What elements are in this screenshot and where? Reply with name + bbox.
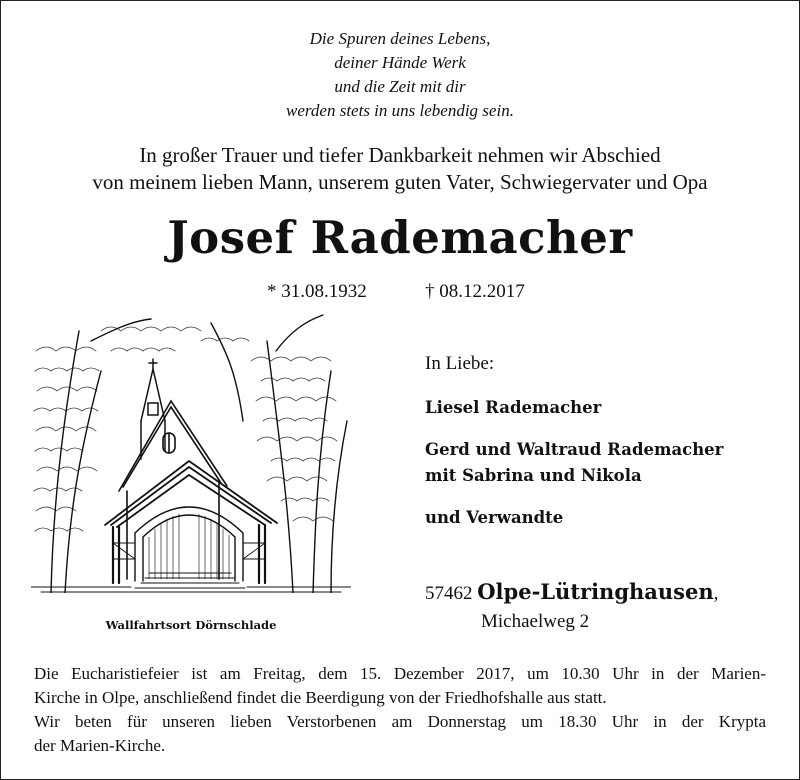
address-comma: ,	[713, 583, 719, 604]
poem-line: deiner Hände Werk	[334, 53, 466, 72]
mourner-name: mit Sabrina und Nikola	[425, 466, 642, 485]
info-line: Wir beten für unseren lieben Verstorbenen am Donnerstag um 18.30 Uhr in der Krypta	[34, 712, 766, 731]
info-line: Die Eucharistiefeier ist am Freitag, dem 15. Dezember 2017, um 10.30 Uhr in der Marien-	[34, 664, 766, 683]
poem-line: werden stets in uns lebendig sein.	[286, 101, 514, 120]
mourner-name: Liesel Rademacher	[425, 398, 602, 417]
info-line: der Marien-Kirche.	[34, 736, 166, 755]
chapel-drawing-icon	[31, 311, 351, 593]
info-line: Kirche in Olpe, anschließend findet die Beerdigung von der Friedhofshalle aus statt.	[34, 688, 607, 707]
service-info	[34, 662, 766, 758]
poem-line: Die Spuren deines Lebens,	[309, 29, 491, 48]
mourner-name: Gerd und Waltraud Rademacher	[425, 440, 724, 459]
image-caption: Wallfahrtsort Dörnschlade	[105, 618, 277, 632]
deceased-name: Josef Rademacher	[167, 211, 633, 264]
intro-text	[1, 142, 799, 196]
birth-date: * 31.08.1932	[267, 281, 367, 302]
mourner-name: und Verwandte	[425, 508, 564, 527]
poem-line: und die Zeit mit dir	[334, 77, 466, 96]
intro-line: von meinem lieben Mann, unserem guten Vater, Schwiegervater und Opa	[92, 170, 708, 194]
address-line	[425, 579, 718, 605]
postal-code: 57462	[425, 583, 473, 604]
poem	[1, 27, 799, 123]
death-date: † 08.12.2017	[425, 281, 525, 302]
intro-line: In großer Trauer und tiefer Dankbarkeit nehmen wir Abschied	[139, 143, 661, 167]
mourners-label: In Liebe:	[425, 353, 495, 374]
city-name: Olpe-Lütringhausen	[477, 579, 714, 604]
street-address: Michaelweg 2	[481, 611, 590, 632]
